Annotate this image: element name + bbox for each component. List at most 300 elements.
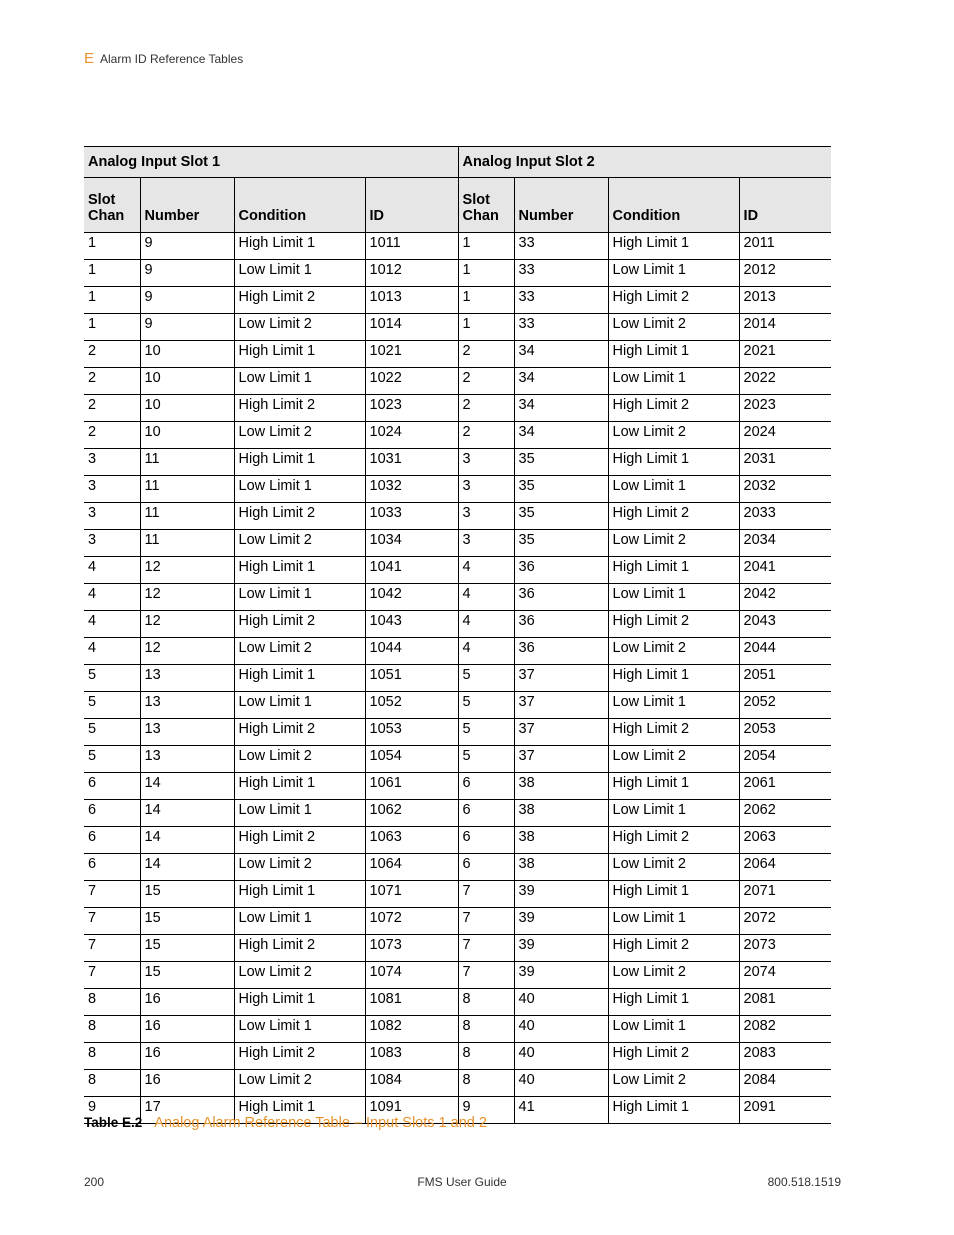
table-cell-slot-chan: 6 [458, 773, 514, 800]
table-cell-number: 9 [140, 314, 234, 341]
table-cell-id: 1083 [365, 1043, 458, 1070]
table-row [84, 908, 831, 935]
table-cell-number: 39 [514, 908, 608, 935]
table-cell-slot-chan: 7 [84, 881, 140, 908]
table-cell-number: 11 [140, 449, 234, 476]
table-cell-number: 14 [140, 773, 234, 800]
table-row [84, 530, 831, 557]
table-cell-number: 11 [140, 476, 234, 503]
table-cell-number: 9 [140, 287, 234, 314]
table-cell-condition: Low Limit 2 [234, 962, 365, 989]
table-cell-condition: Low Limit 1 [234, 260, 365, 287]
table-cell-id: 1023 [365, 395, 458, 422]
page-number: 200 [84, 1175, 105, 1189]
table-cell-id: 2051 [739, 665, 831, 692]
table-cell-slot-chan: 3 [84, 476, 140, 503]
table-cell-condition: Low Limit 1 [608, 908, 739, 935]
caption-title: Analog Alarm Reference Table – Input Slots 1 and 2 [154, 1115, 487, 1131]
table-cell-id: 1034 [365, 530, 458, 557]
table-cell-slot-chan: 1 [458, 260, 514, 287]
table-row [84, 692, 831, 719]
table-cell-id: 2031 [739, 449, 831, 476]
table-cell-slot-chan: 4 [84, 557, 140, 584]
table-cell-condition: High Limit 2 [608, 1043, 739, 1070]
table-cell-slot-chan: 5 [84, 692, 140, 719]
table-cell-slot-chan: 3 [458, 530, 514, 557]
table-cell-condition: High Limit 2 [608, 395, 739, 422]
table-cell-number: 36 [514, 638, 608, 665]
table-cell-id: 2043 [739, 611, 831, 638]
table-cell-number: 40 [514, 989, 608, 1016]
table-cell-condition: Low Limit 2 [608, 638, 739, 665]
table-cell-number: 33 [514, 233, 608, 260]
appendix-title: Alarm ID Reference Tables [100, 52, 244, 66]
table-cell-slot-chan: 6 [84, 827, 140, 854]
table-row [84, 233, 831, 260]
table-row [84, 422, 831, 449]
table-row [84, 503, 831, 530]
table-cell-id: 1012 [365, 260, 458, 287]
table-cell-number: 37 [514, 746, 608, 773]
caption-number: Table E.2 [84, 1115, 143, 1130]
table-cell-slot-chan: 4 [458, 557, 514, 584]
table-cell-id: 2033 [739, 503, 831, 530]
table-row [84, 287, 831, 314]
table-cell-id: 1021 [365, 341, 458, 368]
table-cell-id: 2083 [739, 1043, 831, 1070]
table-cell-condition: Low Limit 2 [608, 854, 739, 881]
table-row [84, 584, 831, 611]
table-cell-condition: Low Limit 2 [234, 530, 365, 557]
table-row [84, 746, 831, 773]
table-cell-number: 34 [514, 395, 608, 422]
table-cell-number: 34 [514, 368, 608, 395]
table-cell-slot-chan: 8 [84, 989, 140, 1016]
table-cell-condition: High Limit 2 [234, 503, 365, 530]
table-cell-number: 16 [140, 1016, 234, 1043]
table-cell-number: 13 [140, 692, 234, 719]
table-cell-id: 1064 [365, 854, 458, 881]
table-cell-slot-chan: 3 [458, 503, 514, 530]
column-header-row [84, 178, 831, 233]
table-cell-id: 2084 [739, 1070, 831, 1097]
table-cell-slot-chan: 2 [84, 422, 140, 449]
table-row [84, 1070, 831, 1097]
table-cell-number: 39 [514, 962, 608, 989]
table-cell-id: 1072 [365, 908, 458, 935]
table-cell-slot-chan: 2 [84, 341, 140, 368]
table-cell-number: 38 [514, 773, 608, 800]
table-cell-id: 1011 [365, 233, 458, 260]
table-cell-condition: Low Limit 1 [234, 908, 365, 935]
table-cell-number: 15 [140, 935, 234, 962]
table-cell-id: 2024 [739, 422, 831, 449]
table-cell-number: 39 [514, 881, 608, 908]
table-row [84, 989, 831, 1016]
table-cell-id: 1041 [365, 557, 458, 584]
table-cell-number: 33 [514, 260, 608, 287]
table-cell-slot-chan: 1 [458, 314, 514, 341]
table-cell-id: 2013 [739, 287, 831, 314]
table-caption [84, 1115, 487, 1131]
table-cell-condition: Low Limit 2 [608, 746, 739, 773]
table-cell-slot-chan: 3 [458, 476, 514, 503]
table-cell-condition: High Limit 1 [234, 1097, 365, 1124]
table-cell-slot-chan: 8 [84, 1070, 140, 1097]
table-cell-condition: High Limit 2 [234, 719, 365, 746]
table-cell-slot-chan: 7 [84, 962, 140, 989]
table-cell-condition: High Limit 1 [234, 989, 365, 1016]
table-cell-condition: High Limit 1 [608, 233, 739, 260]
table-cell-slot-chan: 7 [458, 881, 514, 908]
table-cell-condition: High Limit 2 [234, 935, 365, 962]
table-cell-slot-chan: 5 [458, 719, 514, 746]
column-header-number-slot-2: Number [514, 178, 608, 233]
table-row [84, 773, 831, 800]
table-cell-slot-chan: 4 [458, 638, 514, 665]
table-cell-condition: High Limit 1 [608, 449, 739, 476]
table-cell-id: 1033 [365, 503, 458, 530]
table-cell-id: 1084 [365, 1070, 458, 1097]
table-cell-number: 12 [140, 638, 234, 665]
table-cell-condition: Low Limit 2 [234, 314, 365, 341]
table-cell-id: 2074 [739, 962, 831, 989]
table-cell-id: 2091 [739, 1097, 831, 1124]
table-cell-id: 1061 [365, 773, 458, 800]
table-cell-condition: High Limit 2 [608, 935, 739, 962]
appendix-letter: E [84, 50, 95, 67]
table-cell-number: 10 [140, 341, 234, 368]
table-cell-condition: High Limit 1 [234, 773, 365, 800]
group-header-slot-1: Analog Input Slot 1 [84, 147, 458, 178]
table-cell-id: 2081 [739, 989, 831, 1016]
table-cell-slot-chan: 1 [84, 260, 140, 287]
table-cell-number: 15 [140, 908, 234, 935]
table-cell-number: 36 [514, 611, 608, 638]
table-cell-id: 2062 [739, 800, 831, 827]
table-cell-id: 1044 [365, 638, 458, 665]
table-row [84, 665, 831, 692]
table-row [84, 854, 831, 881]
table-cell-id: 1081 [365, 989, 458, 1016]
table-cell-number: 33 [514, 314, 608, 341]
table-row [84, 638, 831, 665]
table-cell-condition: High Limit 1 [234, 233, 365, 260]
table-cell-condition: High Limit 1 [608, 989, 739, 1016]
table-cell-id: 1062 [365, 800, 458, 827]
table-cell-condition: High Limit 1 [234, 557, 365, 584]
table-cell-number: 15 [140, 962, 234, 989]
table-cell-number: 9 [140, 260, 234, 287]
table-cell-number: 14 [140, 800, 234, 827]
table-cell-number: 10 [140, 422, 234, 449]
table-cell-slot-chan: 1 [458, 233, 514, 260]
table-cell-number: 37 [514, 719, 608, 746]
table-cell-slot-chan: 2 [84, 395, 140, 422]
table-cell-number: 16 [140, 1043, 234, 1070]
table-row [84, 800, 831, 827]
table-cell-condition: Low Limit 2 [608, 962, 739, 989]
group-header-row [84, 147, 831, 178]
table-cell-slot-chan: 4 [458, 611, 514, 638]
table-row [84, 881, 831, 908]
table-cell-slot-chan: 2 [458, 341, 514, 368]
table-cell-slot-chan: 2 [458, 395, 514, 422]
table-cell-condition: High Limit 2 [234, 827, 365, 854]
table-row [84, 962, 831, 989]
table-cell-id: 1032 [365, 476, 458, 503]
table-cell-condition: High Limit 1 [234, 449, 365, 476]
table-cell-id: 1063 [365, 827, 458, 854]
table-cell-id: 1013 [365, 287, 458, 314]
table-cell-number: 37 [514, 665, 608, 692]
table-cell-slot-chan: 6 [84, 773, 140, 800]
table-cell-condition: High Limit 2 [608, 503, 739, 530]
table-cell-slot-chan: 7 [458, 962, 514, 989]
table-cell-id: 2014 [739, 314, 831, 341]
table-cell-id: 1022 [365, 368, 458, 395]
table-row [84, 827, 831, 854]
table-cell-id: 1082 [365, 1016, 458, 1043]
table-cell-number: 35 [514, 530, 608, 557]
table-row [84, 476, 831, 503]
table-cell-id: 2063 [739, 827, 831, 854]
table-cell-id: 1051 [365, 665, 458, 692]
table-cell-condition: Low Limit 1 [608, 584, 739, 611]
table-cell-condition: High Limit 1 [608, 341, 739, 368]
table-cell-slot-chan: 1 [84, 314, 140, 341]
page-header [84, 50, 243, 67]
table-cell-condition: High Limit 2 [608, 287, 739, 314]
group-header-slot-2: Analog Input Slot 2 [458, 147, 831, 178]
table-cell-slot-chan: 4 [84, 611, 140, 638]
table-cell-id: 2071 [739, 881, 831, 908]
table-cell-slot-chan: 8 [458, 1070, 514, 1097]
table-cell-condition: High Limit 2 [234, 395, 365, 422]
column-header-condition-slot-1: Condition [234, 178, 365, 233]
table-cell-id: 1042 [365, 584, 458, 611]
table-cell-slot-chan: 5 [458, 692, 514, 719]
table-cell-slot-chan: 6 [458, 854, 514, 881]
table-cell-slot-chan: 1 [84, 233, 140, 260]
table-cell-condition: High Limit 2 [234, 287, 365, 314]
table-cell-condition: High Limit 2 [234, 1043, 365, 1070]
table-cell-number: 40 [514, 1070, 608, 1097]
table-cell-slot-chan: 1 [458, 287, 514, 314]
table-cell-condition: Low Limit 2 [234, 854, 365, 881]
table-cell-condition: High Limit 2 [234, 611, 365, 638]
table-cell-id: 2042 [739, 584, 831, 611]
table-cell-condition: High Limit 1 [608, 881, 739, 908]
table-cell-condition: Low Limit 1 [608, 692, 739, 719]
table-cell-condition: Low Limit 1 [608, 368, 739, 395]
table-cell-slot-chan: 7 [458, 908, 514, 935]
table-cell-number: 33 [514, 287, 608, 314]
table-cell-slot-chan: 5 [84, 719, 140, 746]
table-cell-slot-chan: 4 [84, 638, 140, 665]
table-cell-id: 2021 [739, 341, 831, 368]
table-cell-number: 17 [140, 1097, 234, 1124]
table-cell-number: 14 [140, 827, 234, 854]
table-cell-number: 38 [514, 800, 608, 827]
table-cell-slot-chan: 3 [84, 449, 140, 476]
alarm-reference-table [84, 146, 831, 1124]
table-cell-slot-chan: 4 [84, 584, 140, 611]
table-cell-condition: Low Limit 1 [234, 476, 365, 503]
table-cell-number: 16 [140, 989, 234, 1016]
table-cell-condition: Low Limit 2 [608, 422, 739, 449]
table-cell-number: 12 [140, 584, 234, 611]
table-cell-number: 11 [140, 530, 234, 557]
table-cell-id: 1091 [365, 1097, 458, 1124]
table-cell-condition: Low Limit 2 [234, 1070, 365, 1097]
table-cell-number: 13 [140, 665, 234, 692]
table-cell-id: 2011 [739, 233, 831, 260]
table-cell-condition: High Limit 1 [608, 557, 739, 584]
table-cell-number: 41 [514, 1097, 608, 1124]
table-cell-number: 12 [140, 611, 234, 638]
table-row [84, 611, 831, 638]
table-cell-condition: Low Limit 1 [234, 1016, 365, 1043]
table-cell-condition: High Limit 1 [608, 773, 739, 800]
table-cell-slot-chan: 7 [458, 935, 514, 962]
table-cell-condition: High Limit 2 [608, 719, 739, 746]
table-cell-slot-chan: 9 [84, 1097, 140, 1124]
table-cell-number: 14 [140, 854, 234, 881]
table-cell-id: 2022 [739, 368, 831, 395]
table-cell-id: 1053 [365, 719, 458, 746]
table-cell-slot-chan: 6 [458, 827, 514, 854]
table-cell-id: 2041 [739, 557, 831, 584]
table-cell-number: 38 [514, 854, 608, 881]
table-cell-slot-chan: 5 [458, 746, 514, 773]
column-header-id-slot-2: ID [739, 178, 831, 233]
table-cell-id: 1014 [365, 314, 458, 341]
table-cell-slot-chan: 8 [458, 1043, 514, 1070]
table-cell-condition: Low Limit 2 [234, 638, 365, 665]
table-cell-slot-chan: 9 [458, 1097, 514, 1124]
table-row [84, 1016, 831, 1043]
table-cell-id: 2034 [739, 530, 831, 557]
table-cell-id: 1074 [365, 962, 458, 989]
table-cell-condition: Low Limit 1 [234, 800, 365, 827]
table-cell-slot-chan: 5 [84, 746, 140, 773]
table-cell-slot-chan: 6 [458, 800, 514, 827]
table-cell-id: 1054 [365, 746, 458, 773]
table-cell-slot-chan: 5 [458, 665, 514, 692]
table-cell-id: 2072 [739, 908, 831, 935]
table-cell-slot-chan: 2 [458, 422, 514, 449]
table-cell-slot-chan: 1 [84, 287, 140, 314]
table-cell-number: 13 [140, 719, 234, 746]
table-cell-number: 13 [140, 746, 234, 773]
table-cell-slot-chan: 7 [84, 908, 140, 935]
table-cell-condition: Low Limit 2 [234, 422, 365, 449]
table-row [84, 1043, 831, 1070]
table-row [84, 449, 831, 476]
table-cell-condition: Low Limit 1 [608, 800, 739, 827]
table-cell-id: 1024 [365, 422, 458, 449]
table-row [84, 368, 831, 395]
column-header-id-slot-1: ID [365, 178, 458, 233]
table-cell-condition: Low Limit 1 [234, 368, 365, 395]
table-cell-condition: Low Limit 1 [234, 584, 365, 611]
table-cell-number: 16 [140, 1070, 234, 1097]
table-cell-condition: High Limit 1 [234, 341, 365, 368]
table-cell-id: 2073 [739, 935, 831, 962]
table-cell-number: 12 [140, 557, 234, 584]
table-cell-condition: Low Limit 1 [608, 1016, 739, 1043]
table-cell-id: 2012 [739, 260, 831, 287]
column-header-slot-chan-slot-1: Slot Chan [84, 178, 140, 233]
table-cell-condition: High Limit 1 [608, 1097, 739, 1124]
table-cell-slot-chan: 6 [84, 800, 140, 827]
table-cell-condition: Low Limit 1 [234, 692, 365, 719]
table-cell-slot-chan: 8 [84, 1016, 140, 1043]
table-cell-number: 35 [514, 476, 608, 503]
table-row [84, 935, 831, 962]
table-cell-condition: High Limit 1 [608, 665, 739, 692]
table-cell-number: 35 [514, 449, 608, 476]
table-cell-number: 36 [514, 557, 608, 584]
table-cell-id: 2032 [739, 476, 831, 503]
table-cell-slot-chan: 5 [84, 665, 140, 692]
table-row [84, 719, 831, 746]
table-cell-condition: High Limit 1 [234, 665, 365, 692]
table-cell-id: 2053 [739, 719, 831, 746]
table-cell-condition: Low Limit 2 [608, 314, 739, 341]
table-cell-id: 1071 [365, 881, 458, 908]
table-cell-id: 2044 [739, 638, 831, 665]
table-cell-slot-chan: 6 [84, 854, 140, 881]
table-cell-id: 2052 [739, 692, 831, 719]
table-cell-number: 34 [514, 341, 608, 368]
table-cell-condition: High Limit 2 [608, 827, 739, 854]
table-cell-id: 2054 [739, 746, 831, 773]
table-cell-id: 2061 [739, 773, 831, 800]
table-cell-number: 15 [140, 881, 234, 908]
table-cell-id: 1031 [365, 449, 458, 476]
table-cell-slot-chan: 2 [84, 368, 140, 395]
table-row [84, 260, 831, 287]
table-cell-id: 2064 [739, 854, 831, 881]
table-cell-condition: Low Limit 1 [608, 476, 739, 503]
table-cell-number: 39 [514, 935, 608, 962]
table-cell-number: 10 [140, 368, 234, 395]
footer-guide-title: FMS User Guide [417, 1175, 507, 1189]
column-header-number-slot-1: Number [140, 178, 234, 233]
table-row [84, 395, 831, 422]
table-cell-condition: Low Limit 1 [608, 260, 739, 287]
table-cell-slot-chan: 4 [458, 584, 514, 611]
table-cell-slot-chan: 3 [458, 449, 514, 476]
table-cell-number: 40 [514, 1043, 608, 1070]
table-cell-slot-chan: 8 [458, 989, 514, 1016]
table-cell-number: 38 [514, 827, 608, 854]
table-row [84, 314, 831, 341]
table-cell-number: 11 [140, 503, 234, 530]
table-cell-id: 2023 [739, 395, 831, 422]
table-cell-slot-chan: 8 [458, 1016, 514, 1043]
table-cell-number: 35 [514, 503, 608, 530]
table-cell-number: 36 [514, 584, 608, 611]
table-row [84, 341, 831, 368]
table-cell-number: 40 [514, 1016, 608, 1043]
table-cell-number: 37 [514, 692, 608, 719]
table-cell-id: 1052 [365, 692, 458, 719]
footer-phone: 800.518.1519 [767, 1175, 841, 1189]
table-cell-id: 1043 [365, 611, 458, 638]
